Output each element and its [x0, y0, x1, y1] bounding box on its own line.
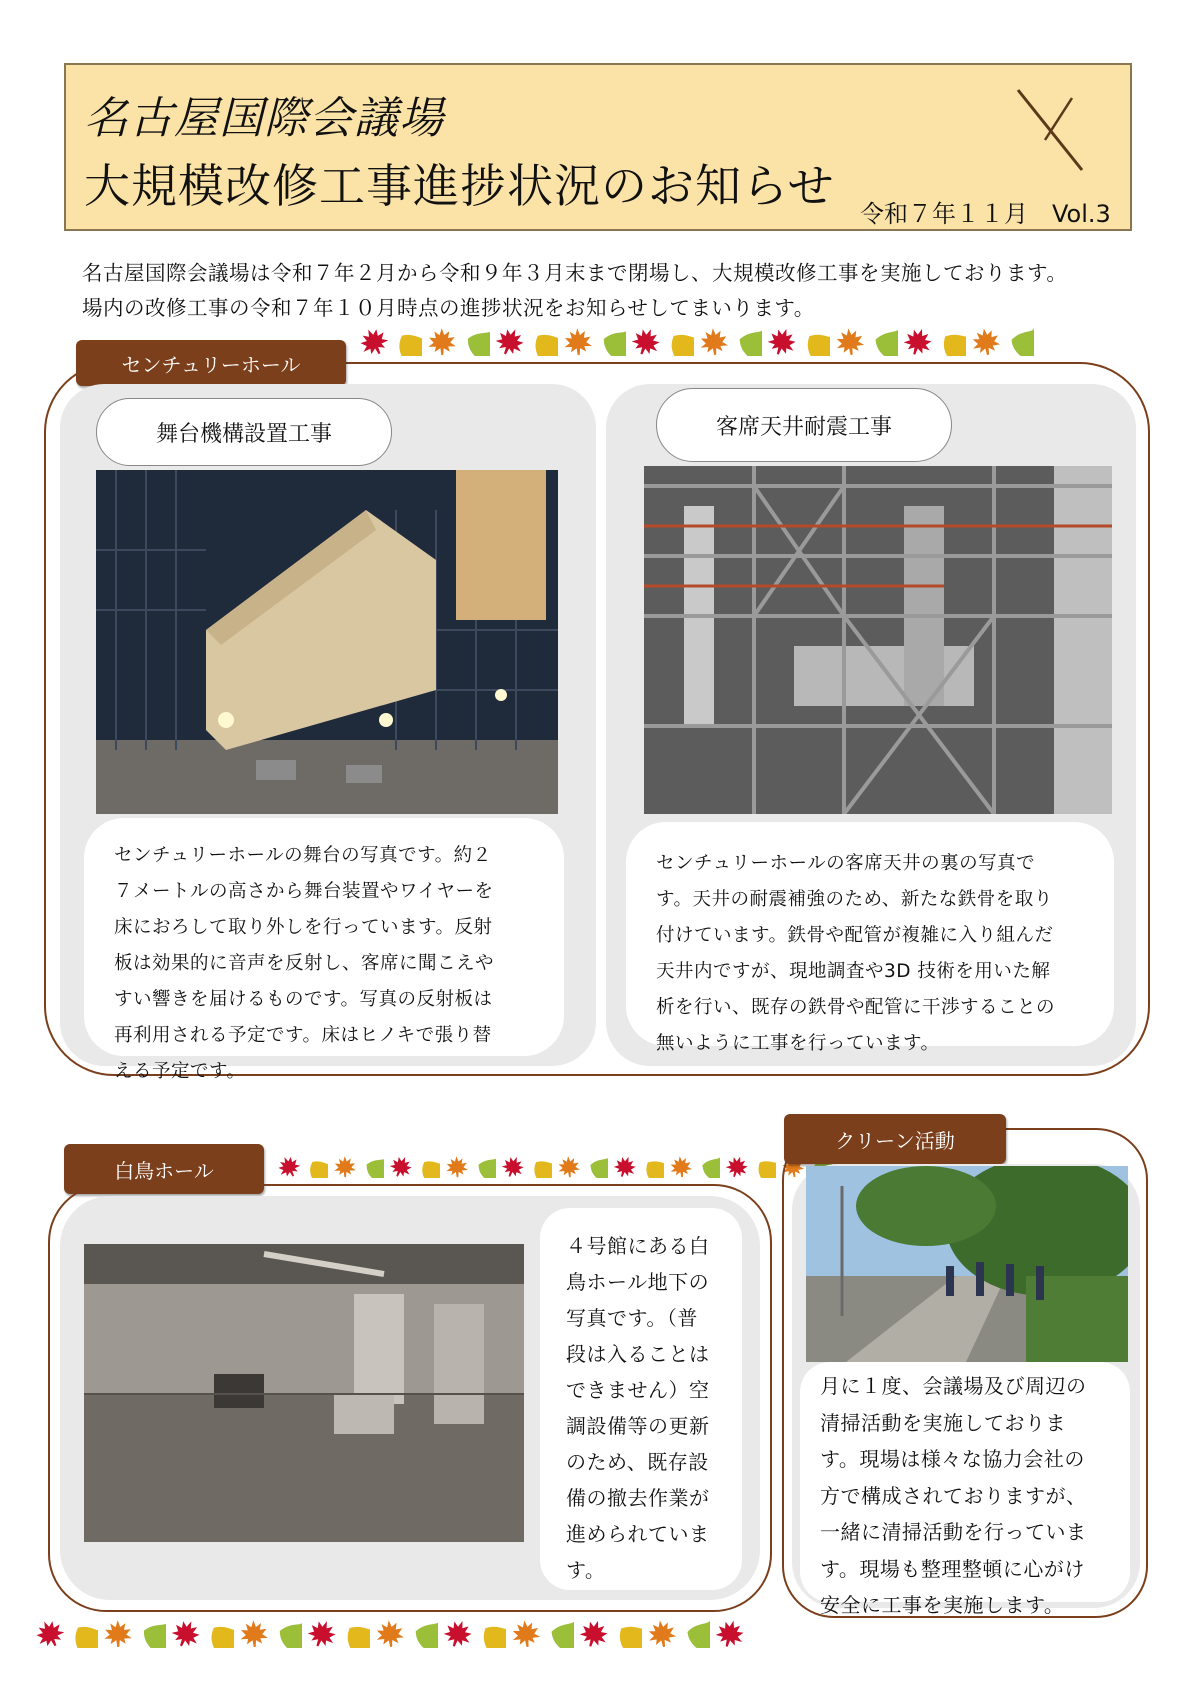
ginkgo-leaf-icon: [138, 1620, 166, 1648]
maple-leaf-icon: [172, 1620, 200, 1648]
ceiling-heading: 客席天井耐震工事: [715, 414, 892, 440]
clean-text-line: 月に１度、会議場及び周辺の: [820, 1374, 1087, 1398]
hakucho-description: [566, 1228, 736, 1588]
ginkgo-leaf-icon: [394, 328, 422, 356]
stage-text-line: センチュリーホールの舞台の写真です。約２: [114, 845, 492, 866]
leaf-garland: [360, 328, 1034, 356]
clean-text-line: 方で構成されておりますが、: [820, 1483, 1087, 1508]
hakucho-text-line: 鳥ホール地下の: [566, 1270, 710, 1294]
clean-photo: [806, 1166, 1128, 1362]
ginkgo-leaf-icon: [614, 1620, 642, 1648]
stage-description: [114, 838, 554, 1090]
ceiling-text-line: 付けています。鉄骨や配管が複雑に入り組んだ: [656, 925, 1054, 946]
ginkgo-leaf-icon: [682, 1620, 710, 1648]
ginkgo-leaf-icon: [462, 328, 490, 356]
ginkgo-leaf-icon: [870, 328, 898, 356]
ginkgo-leaf-icon: [342, 1620, 370, 1648]
maple-leaf-icon: [36, 1620, 64, 1648]
stage-text-line: 床におろして取り外しを行っています。反射: [114, 917, 493, 938]
ginkgo-leaf-icon: [802, 328, 830, 356]
maple-leaf-icon: [614, 1156, 636, 1178]
hakucho-text-line: 備の撤去作業が: [566, 1486, 710, 1510]
stage-heading: 舞台機構設置工事: [155, 421, 332, 447]
stage-text-line: ７メートルの高さから舞台装置やワイヤーを: [114, 881, 494, 902]
ginkgo-leaf-icon: [530, 328, 558, 356]
maple-leaf-icon: [904, 328, 932, 356]
hakucho-text-line: できません）空: [566, 1378, 710, 1402]
hakucho-text-line: のため、既存設: [566, 1450, 709, 1474]
ginkgo-leaf-icon: [754, 1156, 776, 1178]
ginkgo-leaf-icon: [206, 1620, 234, 1648]
ceiling-photo: [644, 466, 1112, 814]
stage-photo: [96, 470, 558, 814]
clean-text-line: 清掃活動を実施しておりま: [820, 1410, 1066, 1435]
maple-leaf-icon: [496, 328, 524, 356]
maple-leaf-icon: [564, 328, 592, 356]
hakucho-text-line: 進められていま: [566, 1522, 710, 1546]
maple-leaf-icon: [632, 328, 660, 356]
maple-leaf-icon: [768, 328, 796, 356]
tab-label: 白鳥ホール: [114, 1158, 214, 1183]
maple-leaf-icon: [444, 1620, 472, 1648]
ginkgo-leaf-icon: [474, 1156, 496, 1178]
ginkgo-leaf-icon: [642, 1156, 664, 1178]
tab-label: センチュリーホール: [121, 352, 301, 377]
ginkgo-leaf-icon: [418, 1156, 440, 1178]
maple-leaf-icon: [558, 1156, 580, 1178]
ginkgo-leaf-icon: [362, 1156, 384, 1178]
hakucho-photo: [84, 1244, 524, 1542]
maple-leaf-icon: [700, 328, 728, 356]
ceiling-text-line: す。天井の耐震補強のため、新たな鉄骨を取り: [656, 889, 1053, 910]
ginkgo-leaf-icon: [530, 1156, 552, 1178]
maple-leaf-icon: [670, 1156, 692, 1178]
leaf-garland: [278, 1156, 832, 1178]
hakucho-text-line: す。: [566, 1558, 606, 1582]
ginkgo-leaf-icon: [410, 1620, 438, 1648]
maple-leaf-icon: [726, 1156, 748, 1178]
hakucho-text-line: 写真です。（普: [566, 1306, 698, 1330]
maple-leaf-icon: [240, 1620, 268, 1648]
clean-text-line: す。現場は様々な協力会社の: [820, 1447, 1085, 1471]
maple-leaf-icon: [716, 1620, 744, 1648]
leaf-garland: [36, 1620, 744, 1648]
ginkgo-leaf-icon: [70, 1620, 98, 1648]
maple-leaf-icon: [376, 1620, 404, 1648]
ginkgo-leaf-icon: [478, 1620, 506, 1648]
maple-leaf-icon: [428, 328, 456, 356]
ceiling-heading-pill: [656, 388, 952, 462]
ceiling-text-line: 無いように工事を行っています。: [656, 1033, 940, 1054]
maple-leaf-icon: [390, 1156, 412, 1178]
page-title: 大規模改修工事進捗状況のお知らせ: [84, 159, 835, 213]
stage-text-line: 再利用される予定です。床はヒノキで張り替: [114, 1025, 492, 1046]
ginkgo-leaf-icon: [734, 328, 762, 356]
ginkgo-leaf-icon: [598, 328, 626, 356]
maple-leaf-icon: [308, 1620, 336, 1648]
ginkgo-leaf-icon: [274, 1620, 302, 1648]
tab-clean-activity: [784, 1114, 1006, 1164]
stage-text-line: 板は効果的に音声を反射し、客席に聞こえや: [114, 953, 495, 974]
maple-leaf-icon: [104, 1620, 132, 1648]
intro-line-1: 名古屋国際会議場は令和７年２月から令和９年３月末まで閉場し、大規模改修工事を実施しております。: [82, 261, 1068, 285]
intro-line-2: 場内の改修工事の令和７年１０月時点の進捗状況をお知らせしてまいります。: [82, 296, 815, 320]
maple-leaf-icon: [446, 1156, 468, 1178]
ceiling-description: [656, 846, 1106, 1062]
maple-leaf-icon: [512, 1620, 540, 1648]
stage-heading-pill: [96, 398, 392, 466]
stage-text-line: すい響きを届けるものです。写真の反射板は: [114, 989, 493, 1010]
maple-leaf-icon: [580, 1620, 608, 1648]
ginkgo-branch-illustration: [1000, 78, 1100, 178]
tab-century-hall: [76, 340, 346, 386]
ginkgo-leaf-icon: [1006, 328, 1034, 356]
issue-label: 令和７年１１月 Vol.3: [860, 200, 1111, 228]
clean-text-line: 一緒に清掃活動を行っていま: [820, 1520, 1087, 1544]
tab-label: クリーン活動: [835, 1128, 955, 1153]
maple-leaf-icon: [502, 1156, 524, 1178]
venue-title: 名古屋国際会議場: [84, 93, 444, 144]
maple-leaf-icon: [972, 328, 1000, 356]
ginkgo-leaf-icon: [306, 1156, 328, 1178]
ceiling-text-line: センチュリーホールの客席天井の裏の写真で: [656, 853, 1036, 874]
maple-leaf-icon: [648, 1620, 676, 1648]
maple-leaf-icon: [278, 1156, 300, 1178]
hakucho-text-line: 調設備等の更新: [566, 1414, 710, 1438]
hakucho-text-line: 段は入ることは: [566, 1342, 710, 1366]
ginkgo-leaf-icon: [938, 328, 966, 356]
ginkgo-leaf-icon: [546, 1620, 574, 1648]
ginkgo-leaf-icon: [698, 1156, 720, 1178]
clean-text-line: す。現場も整理整頓に心がけ: [820, 1556, 1085, 1581]
ceiling-text-line: 析を行い、既存の鉄骨や配管に干渉することの: [656, 997, 1056, 1018]
clean-text-line: 安全に工事を実施します。: [820, 1593, 1065, 1617]
stage-text-line: える予定です。: [114, 1061, 246, 1082]
hakucho-text-line: ４号館にある白: [566, 1234, 710, 1258]
maple-leaf-icon: [836, 328, 864, 356]
ginkgo-leaf-icon: [666, 328, 694, 356]
maple-leaf-icon: [334, 1156, 356, 1178]
ceiling-text-line: 天井内ですが、現地調査や3D 技術を用いた解: [656, 961, 1051, 982]
maple-leaf-icon: [360, 328, 388, 356]
clean-description: [820, 1368, 1130, 1624]
ginkgo-leaf-icon: [586, 1156, 608, 1178]
